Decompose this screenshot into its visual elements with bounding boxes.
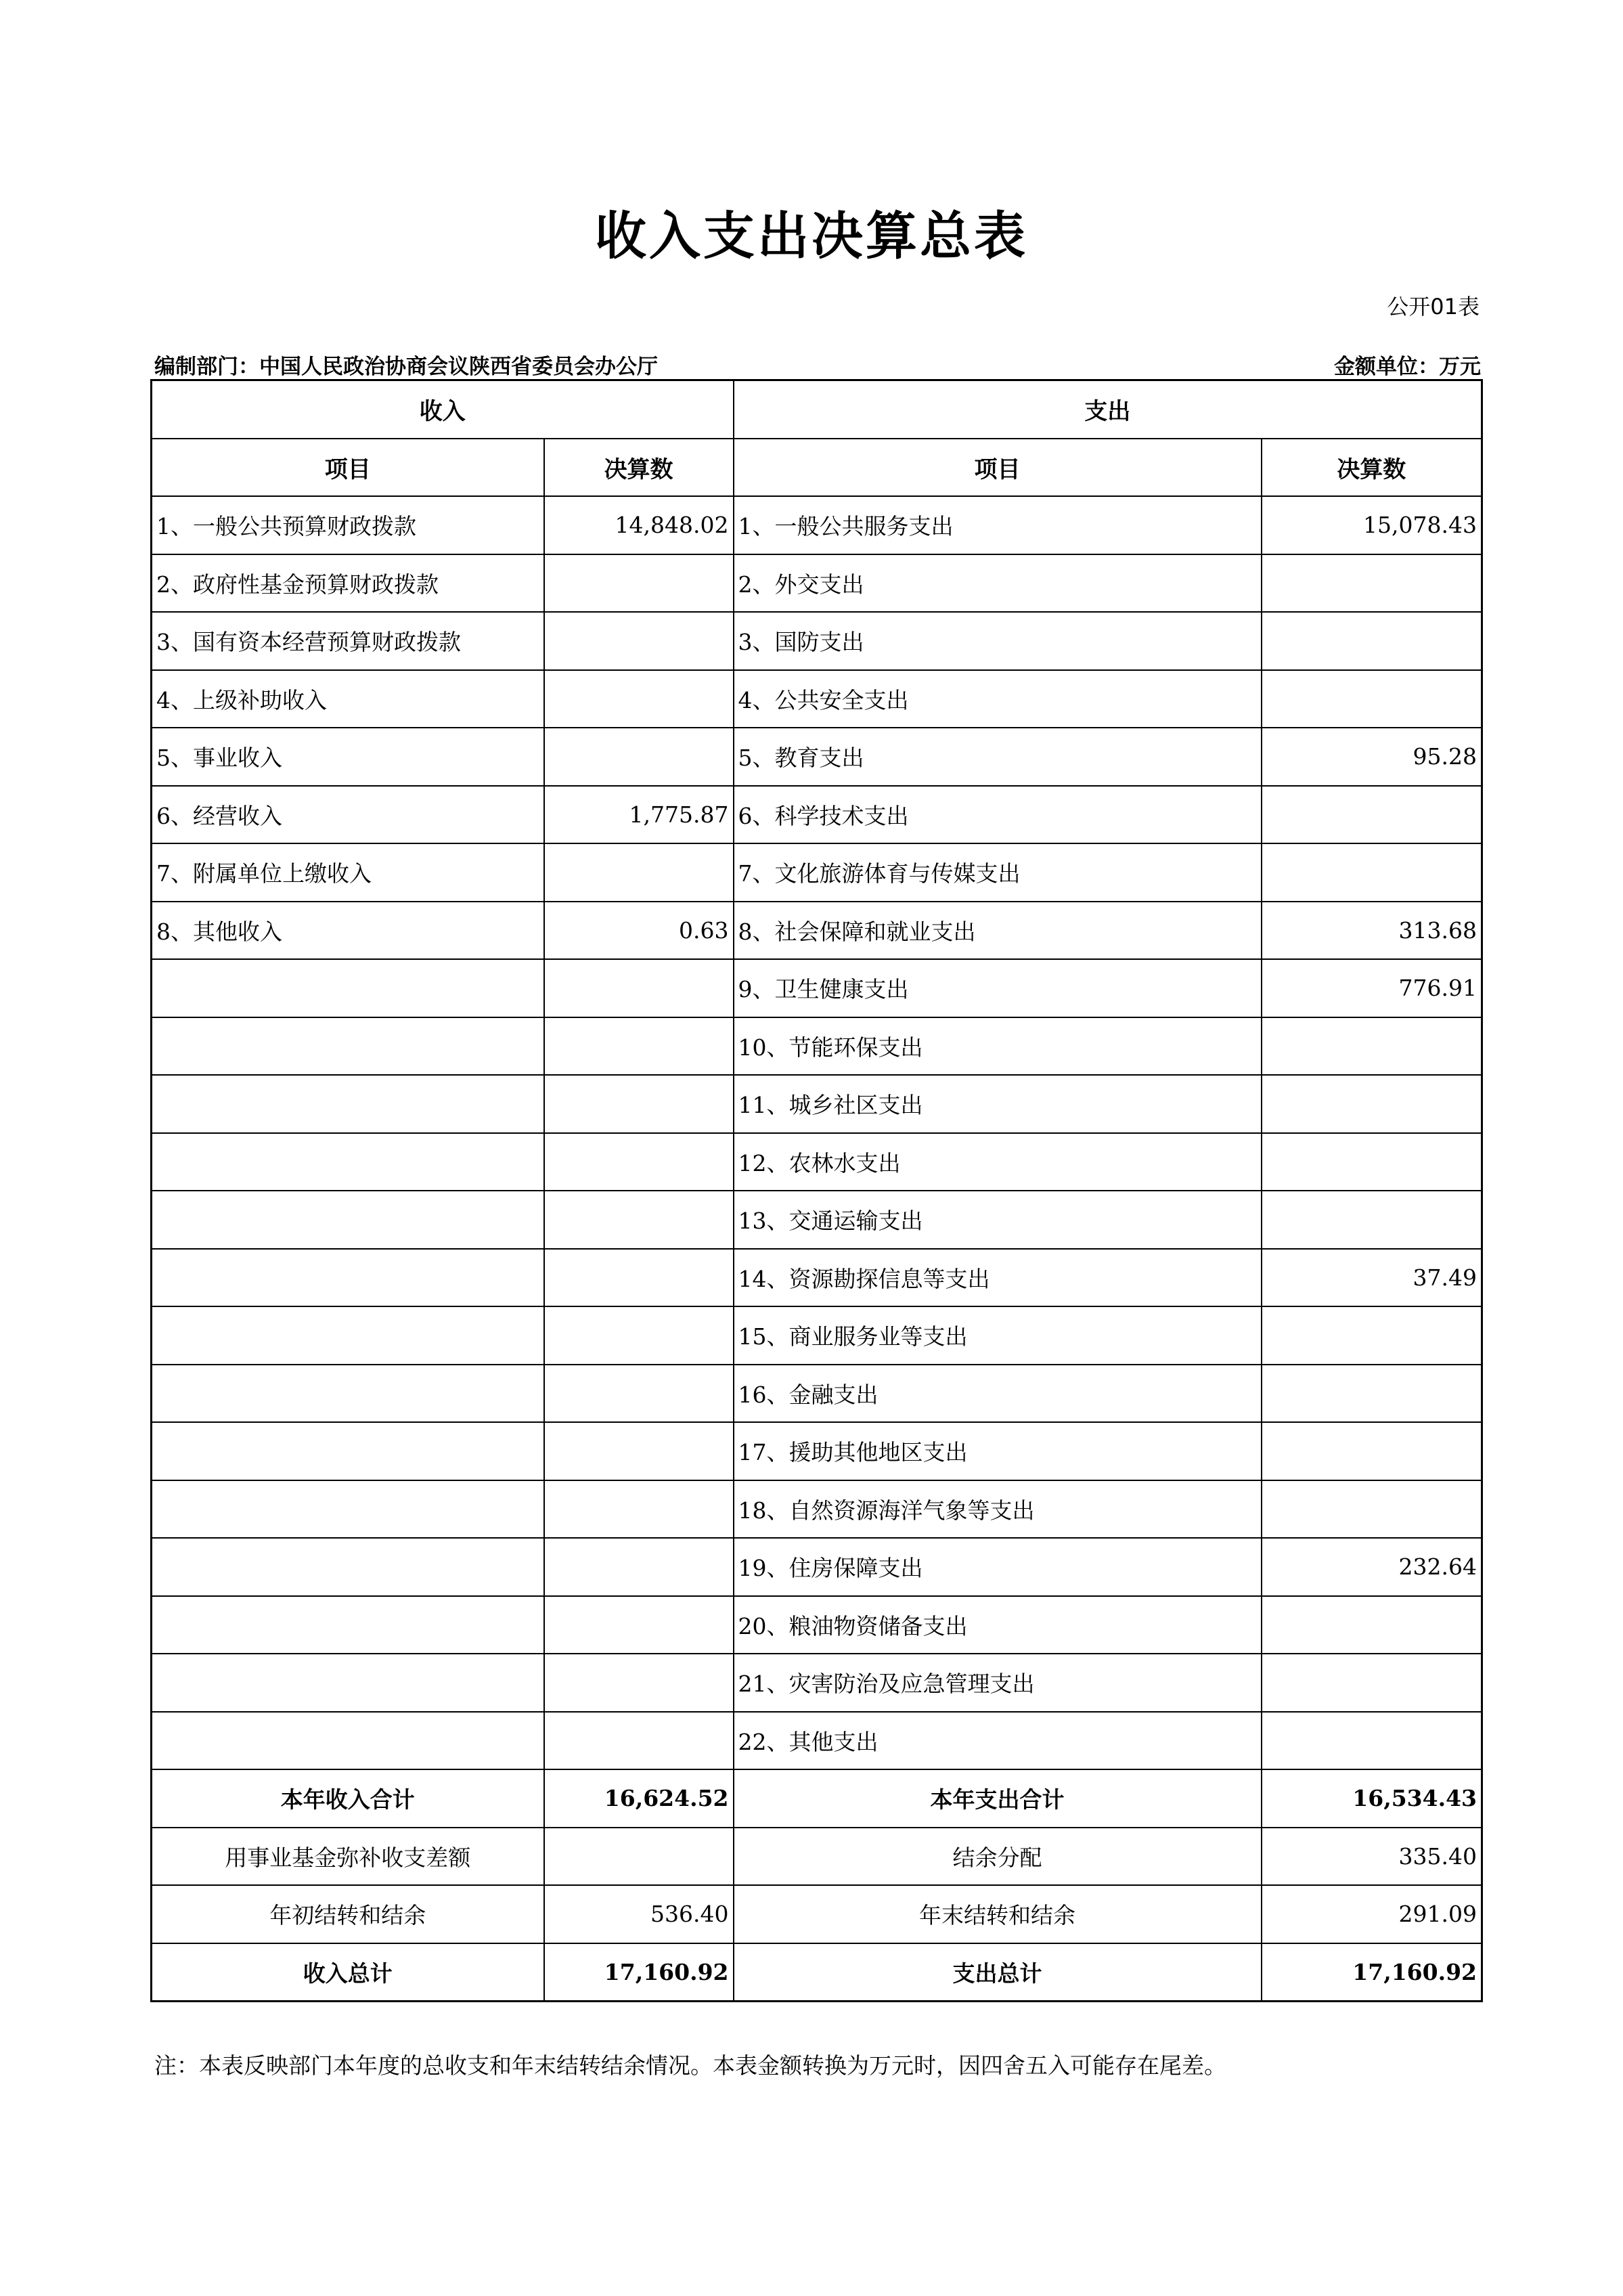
expense-item-cell: 14、资源勘探信息等支出 <box>734 1249 1262 1307</box>
income-item-cell: 3、国有资本经营预算财政拨款 <box>152 612 544 670</box>
table-number: 公开01表 <box>1387 294 1480 319</box>
expense-item-cell: 9、卫生健康支出 <box>734 959 1262 1017</box>
expense-amount-cell: 313.68 <box>1262 902 1482 960</box>
income-summary-label: 用事业基金弥补收支差额 <box>152 1828 544 1886</box>
expense-item-cell: 17、援助其他地区支出 <box>734 1422 1262 1480</box>
expense-amount-header: 决算数 <box>1262 439 1482 497</box>
income-amount-cell <box>544 1017 734 1076</box>
fund-row <box>152 1828 1482 1886</box>
expense-item-cell: 1、一般公共服务支出 <box>734 496 1262 554</box>
income-item-cell <box>152 1596 544 1654</box>
income-header: 收入 <box>152 380 734 439</box>
expense-amount-cell <box>1262 1191 1482 1249</box>
income-item-cell <box>152 1712 544 1770</box>
income-amount-cell: 14,848.02 <box>544 496 734 554</box>
income-item-cell: 1、一般公共预算财政拨款 <box>152 496 544 554</box>
footnote: 注：本表反映部门本年度的总收支和年末结转结余情况。本表金额转换为万元时，因四舍五入可能存在尾差。 <box>154 2052 1226 2079</box>
expense-item-cell: 12、农林水支出 <box>734 1133 1262 1191</box>
income-item-cell <box>152 1249 544 1307</box>
income-amount-cell: 0.63 <box>544 902 734 960</box>
expense-item-cell: 19、住房保障支出 <box>734 1538 1262 1596</box>
table-row <box>152 1654 1482 1712</box>
income-summary-label: 年初结转和结余 <box>152 1885 544 1943</box>
expense-item-cell: 7、文化旅游体育与传媒支出 <box>734 843 1262 902</box>
table-row <box>152 1249 1482 1307</box>
income-item-header: 项目 <box>152 439 544 497</box>
income-amount-cell <box>544 1422 734 1480</box>
expense-amount-cell <box>1262 1017 1482 1076</box>
expense-summary-label: 年末结转和结余 <box>734 1885 1262 1943</box>
table-row <box>152 1306 1482 1365</box>
income-item-cell <box>152 1075 544 1133</box>
income-item-cell <box>152 1365 544 1423</box>
income-item-cell <box>152 1133 544 1191</box>
table-row <box>152 1191 1482 1249</box>
table-row <box>152 1480 1482 1539</box>
expense-item-cell: 13、交通运输支出 <box>734 1191 1262 1249</box>
income-summary-amount: 536.40 <box>544 1885 734 1943</box>
expense-header: 支出 <box>734 380 1482 439</box>
income-item-cell <box>152 1306 544 1365</box>
unit-label: 金额单位：万元 <box>1334 355 1481 379</box>
table-row <box>152 1365 1482 1423</box>
income-amount-cell <box>544 1133 734 1191</box>
income-amount-cell: 1,775.87 <box>544 786 734 844</box>
expense-item-cell: 18、自然资源海洋气象等支出 <box>734 1480 1262 1539</box>
page-title: 收入支出决算总表 <box>595 206 1028 266</box>
expense-amount-cell <box>1262 670 1482 728</box>
income-item-cell: 2、政府性基金预算财政拨款 <box>152 554 544 613</box>
income-amount-cell <box>544 1596 734 1654</box>
carryover-row <box>152 1885 1482 1943</box>
expense-amount-cell <box>1262 1712 1482 1770</box>
expense-amount-cell: 15,078.43 <box>1262 496 1482 554</box>
expense-amount-cell: 37.49 <box>1262 1249 1482 1307</box>
expense-amount-cell <box>1262 1480 1482 1539</box>
expense-item-cell: 20、粮油物资储备支出 <box>734 1596 1262 1654</box>
income-amount-cell <box>544 554 734 613</box>
table-row <box>152 1017 1482 1076</box>
expense-item-header: 项目 <box>734 439 1262 497</box>
income-item-cell <box>152 1017 544 1076</box>
table-row <box>152 728 1482 786</box>
income-item-cell: 7、附属单位上缴收入 <box>152 843 544 902</box>
expense-amount-cell <box>1262 1075 1482 1133</box>
income-summary-label: 本年收入合计 <box>152 1769 544 1828</box>
column-header-row <box>152 439 1482 497</box>
income-item-cell <box>152 1654 544 1712</box>
expense-item-cell: 15、商业服务业等支出 <box>734 1306 1262 1365</box>
expense-item-cell: 8、社会保障和就业支出 <box>734 902 1262 960</box>
expense-amount-cell: 95.28 <box>1262 728 1482 786</box>
income-item-cell <box>152 1538 544 1596</box>
income-item-cell <box>152 1422 544 1480</box>
income-amount-header: 决算数 <box>544 439 734 497</box>
income-amount-cell <box>544 1538 734 1596</box>
expense-item-cell: 11、城乡社区支出 <box>734 1075 1262 1133</box>
income-summary-amount: 16,624.52 <box>544 1769 734 1828</box>
table-row <box>152 1712 1482 1770</box>
income-item-cell <box>152 959 544 1017</box>
expense-summary-label: 支出总计 <box>734 1943 1262 2002</box>
income-item-cell: 6、经营收入 <box>152 786 544 844</box>
table-row <box>152 612 1482 670</box>
expense-amount-cell: 232.64 <box>1262 1538 1482 1596</box>
table-row <box>152 1075 1482 1133</box>
income-item-cell <box>152 1480 544 1539</box>
table-row <box>152 670 1482 728</box>
expense-amount-cell <box>1262 1422 1482 1480</box>
expense-amount-cell <box>1262 843 1482 902</box>
department-label: 编制部门：中国人民政治协商会议陕西省委员会办公厅 <box>154 355 658 379</box>
income-amount-cell <box>544 1075 734 1133</box>
expense-item-cell: 3、国防支出 <box>734 612 1262 670</box>
income-amount-cell <box>544 959 734 1017</box>
table-row <box>152 554 1482 613</box>
income-amount-cell <box>544 1249 734 1307</box>
expense-summary-amount: 16,534.43 <box>1262 1769 1482 1828</box>
expense-amount-cell <box>1262 554 1482 613</box>
table-row <box>152 496 1482 554</box>
expense-amount-cell <box>1262 1133 1482 1191</box>
income-item-cell: 4、上级补助收入 <box>152 670 544 728</box>
income-amount-cell <box>544 1480 734 1539</box>
table-row <box>152 843 1482 902</box>
income-summary-label: 收入总计 <box>152 1943 544 2002</box>
income-item-cell: 5、事业收入 <box>152 728 544 786</box>
expense-amount-cell <box>1262 786 1482 844</box>
section-header-row <box>152 380 1482 439</box>
income-amount-cell <box>544 1654 734 1712</box>
expense-item-cell: 4、公共安全支出 <box>734 670 1262 728</box>
expense-item-cell: 21、灾害防治及应急管理支出 <box>734 1654 1262 1712</box>
expense-amount-cell <box>1262 1596 1482 1654</box>
expense-summary-amount: 17,160.92 <box>1262 1943 1482 2002</box>
table-row <box>152 1596 1482 1654</box>
income-summary-amount <box>544 1828 734 1886</box>
table-row <box>152 1538 1482 1596</box>
year-total-row <box>152 1769 1482 1828</box>
income-amount-cell <box>544 1365 734 1423</box>
income-amount-cell <box>544 843 734 902</box>
expense-item-cell: 22、其他支出 <box>734 1712 1262 1770</box>
expense-summary-label: 本年支出合计 <box>734 1769 1262 1828</box>
table-row <box>152 1133 1482 1191</box>
expense-summary-amount: 335.40 <box>1262 1828 1482 1886</box>
expense-item-cell: 16、金融支出 <box>734 1365 1262 1423</box>
expense-amount-cell <box>1262 1365 1482 1423</box>
income-item-cell <box>152 1191 544 1249</box>
income-amount-cell <box>544 728 734 786</box>
grand-total-row <box>152 1943 1482 2002</box>
expense-item-cell: 6、科学技术支出 <box>734 786 1262 844</box>
income-summary-amount: 17,160.92 <box>544 1943 734 2002</box>
income-item-cell: 8、其他收入 <box>152 902 544 960</box>
income-amount-cell <box>544 670 734 728</box>
expense-summary-amount: 291.09 <box>1262 1885 1482 1943</box>
income-amount-cell <box>544 612 734 670</box>
table-row <box>152 786 1482 844</box>
meta-row <box>154 349 1481 380</box>
expense-item-cell: 5、教育支出 <box>734 728 1262 786</box>
income-amount-cell <box>544 1191 734 1249</box>
expense-amount-cell <box>1262 1306 1482 1365</box>
expense-amount-cell <box>1262 1654 1482 1712</box>
expense-amount-cell: 776.91 <box>1262 959 1482 1017</box>
table-row <box>152 1422 1482 1480</box>
table-row <box>152 959 1482 1017</box>
expense-amount-cell <box>1262 612 1482 670</box>
expense-item-cell: 10、节能环保支出 <box>734 1017 1262 1076</box>
expense-summary-label: 结余分配 <box>734 1828 1262 1886</box>
income-amount-cell <box>544 1306 734 1365</box>
table-row <box>152 902 1482 960</box>
budget-table <box>150 379 1483 2002</box>
income-amount-cell <box>544 1712 734 1770</box>
expense-item-cell: 2、外交支出 <box>734 554 1262 613</box>
